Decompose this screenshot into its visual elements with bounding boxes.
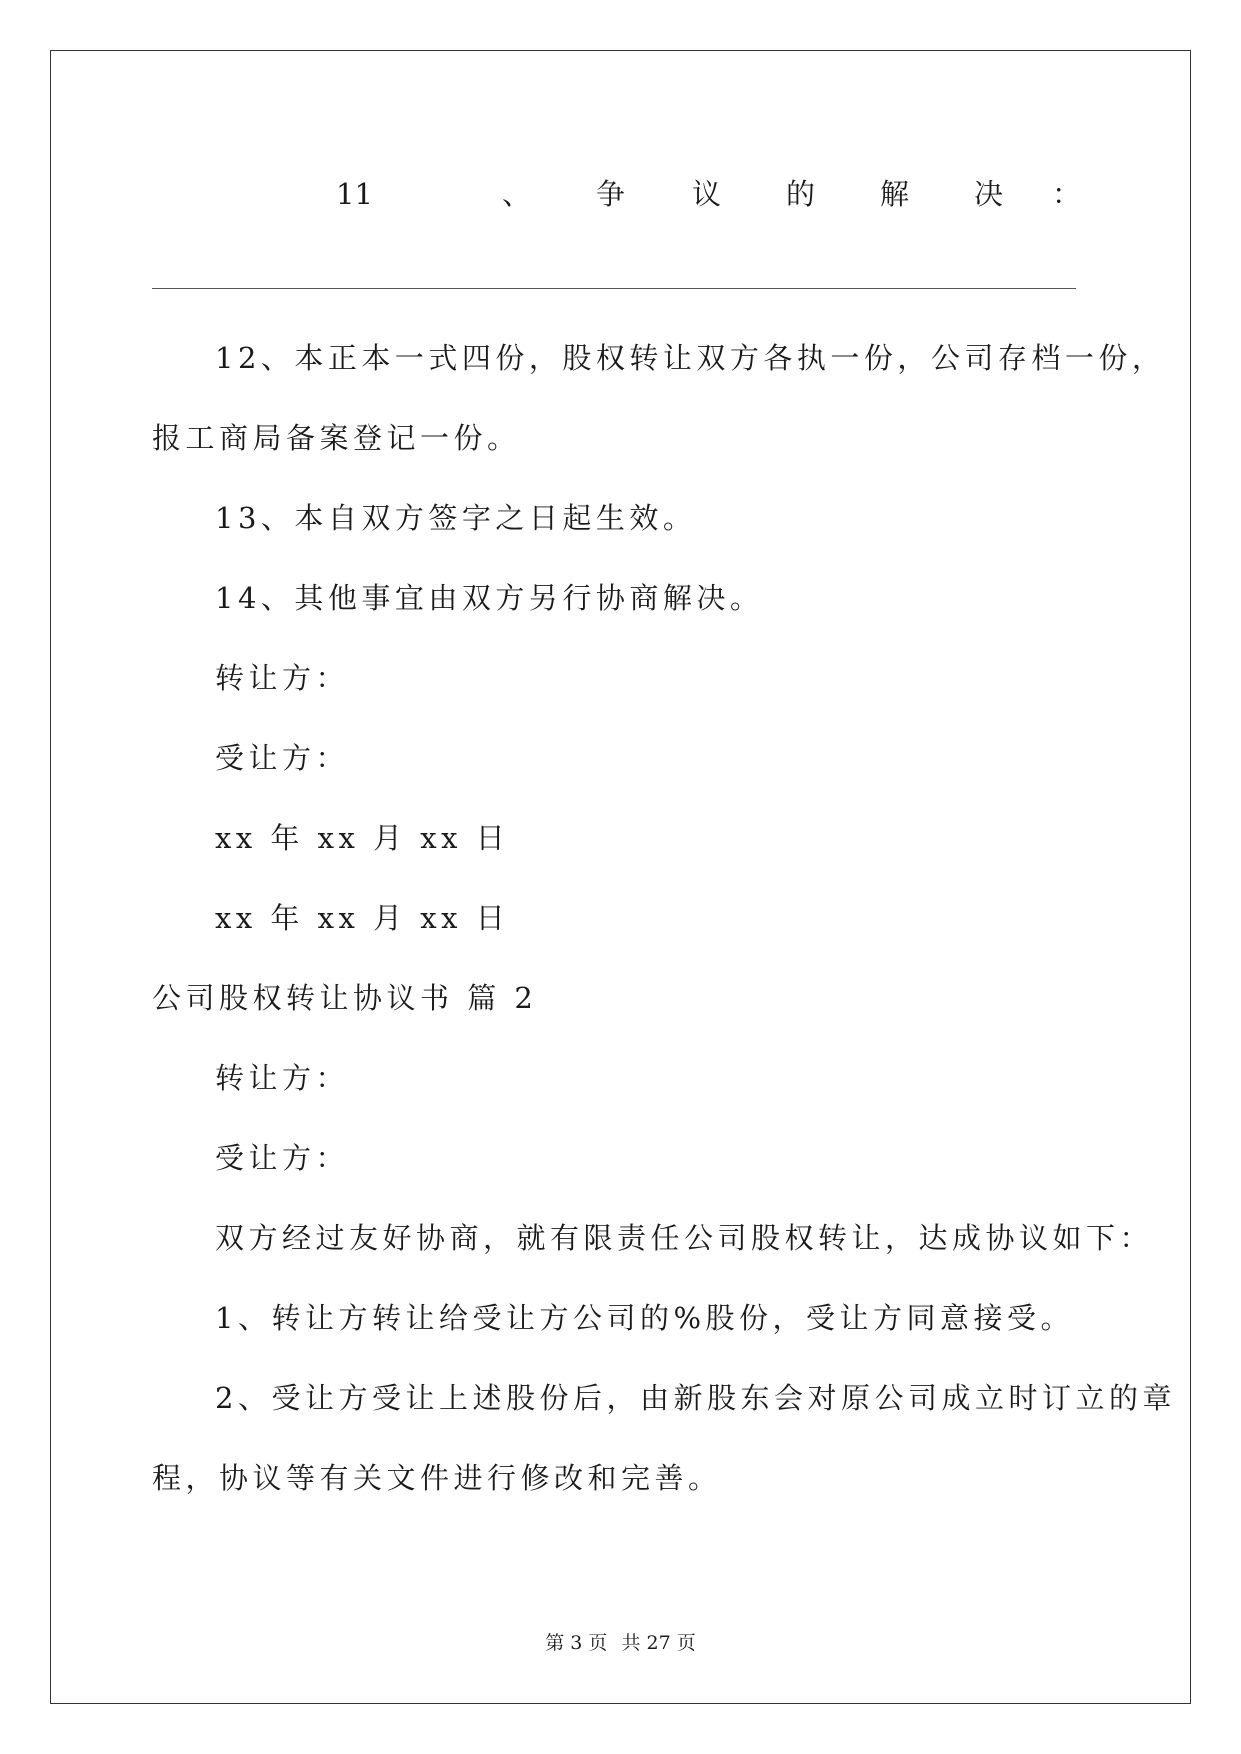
paragraph-12: 12、本正本一式四份，股权转让双方各执一份，公司存档一份， [215, 341, 1166, 375]
heading-char: 的 [786, 177, 816, 211]
transferor-label: 转让方： [215, 661, 350, 695]
blank-fill-line [152, 288, 1076, 289]
clause-2-cont: 程，协议等有关文件进行修改和完善。 [152, 1461, 722, 1495]
transferor-label: 转让方： [215, 1061, 350, 1095]
section-title: 公司股权转让协议书 篇 2 [152, 981, 538, 1015]
heading-colon: ： [1052, 177, 1082, 211]
page-total: 共 27 页 [621, 1632, 696, 1654]
page-frame [50, 50, 1191, 1704]
heading-char: 解 [880, 177, 910, 211]
page-footer [0, 1630, 1241, 1656]
heading-char: 决 [974, 177, 1004, 211]
transferee-label: 受让方： [215, 741, 350, 775]
agreement-intro: 双方经过友好协商，就有限责任公司股权转让，达成协议如下： [215, 1221, 1154, 1255]
section-heading-11 [330, 174, 1082, 214]
clause-2: 2、受让方受让上述股份后，由新股东会对原公司成立时订立的章 [215, 1381, 1176, 1415]
date-line: xx 年 xx 月 xx 日 [215, 821, 510, 855]
transferee-label: 受让方： [215, 1141, 350, 1175]
date-line: xx 年 xx 月 xx 日 [215, 901, 510, 935]
heading-char: 议 [692, 177, 722, 211]
clause-1: 1、转让方转让给受让方公司的%股份，受让方同意接受。 [215, 1301, 1075, 1335]
heading-char: 争 [596, 177, 626, 211]
page-number: 第 3 页 [545, 1632, 608, 1654]
heading-number: 11 [336, 177, 373, 211]
heading-char: 、 [502, 177, 532, 211]
paragraph-13: 13、本自双方签字之日起生效。 [215, 501, 697, 535]
paragraph-12-cont: 报工商局备案登记一份。 [152, 421, 521, 455]
paragraph-14: 14、其他事宜由双方另行协商解决。 [215, 581, 764, 615]
